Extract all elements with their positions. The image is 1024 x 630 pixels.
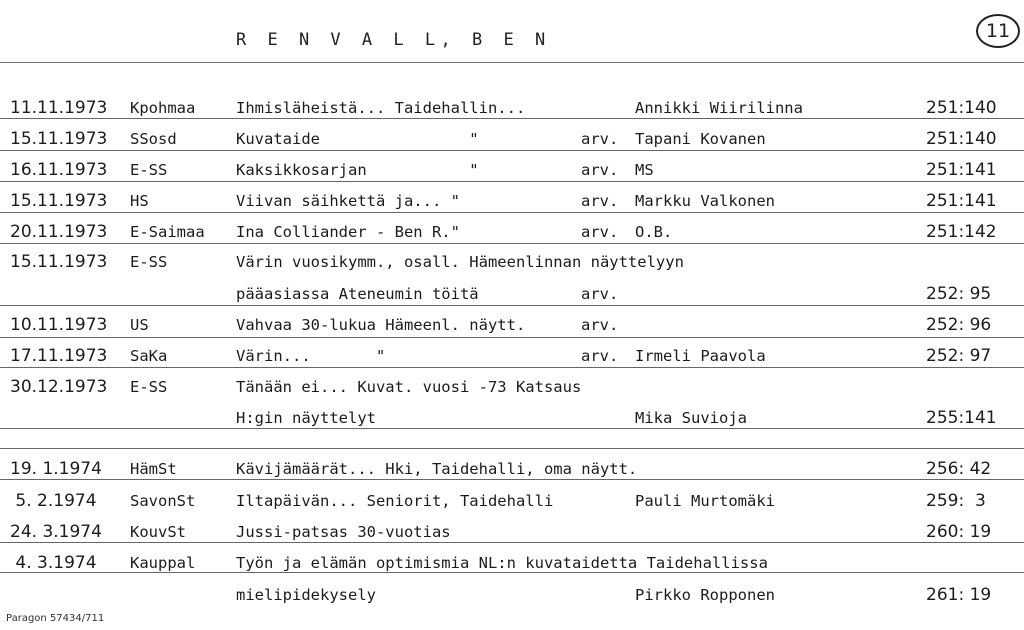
entry-reference: 255:141 xyxy=(926,408,997,428)
entry-reference: 251:141 xyxy=(926,191,997,211)
table-row xyxy=(0,155,1024,185)
entry-date: 30.12.1973 xyxy=(10,377,108,397)
entry-author: Mika Suvioja xyxy=(635,409,747,427)
entry-reference: 251:142 xyxy=(926,222,997,242)
entry-author: Pauli Murtomäki xyxy=(635,492,775,510)
entry-reference: 251:141 xyxy=(926,160,997,180)
entry-title: Kaksikkosarjan " xyxy=(236,161,479,179)
entry-reference: 252: 95 xyxy=(926,284,992,304)
entry-date: 17.11.1973 xyxy=(10,346,108,366)
entry-source: SSosd xyxy=(130,130,177,148)
entry-role: arv. xyxy=(581,285,619,303)
entry-title: Viivan säihkettä ja... " xyxy=(236,192,460,210)
table-row xyxy=(0,517,1024,547)
entry-date: 15.11.1973 xyxy=(10,129,108,149)
footer-print-code: Paragon 57434/711 xyxy=(6,613,105,624)
entry-source: KouvSt xyxy=(130,523,186,541)
table-row xyxy=(0,372,1024,402)
entry-reference: 259: 3 xyxy=(926,491,986,511)
entry-title: Tänään ei... Kuvat. vuosi -73 Katsaus xyxy=(236,378,582,396)
entry-source: Kauppal xyxy=(130,554,196,572)
table-row xyxy=(0,341,1024,371)
entry-title: Värin... " xyxy=(236,347,386,365)
table-row xyxy=(0,548,1024,578)
entry-title: pääasiassa Ateneumin töitä xyxy=(236,285,479,303)
table-row xyxy=(0,403,1024,433)
entry-reference: 251:140 xyxy=(926,129,997,149)
entry-date: 11.11.1973 xyxy=(10,98,108,118)
entry-role: arv. xyxy=(581,223,619,241)
table-row xyxy=(0,217,1024,247)
top-rule xyxy=(0,62,1024,63)
card-number-circle: 11 xyxy=(976,14,1020,48)
entry-title: Kuvataide " xyxy=(236,130,479,148)
entry-title: Ina Colliander - Ben R." xyxy=(236,223,460,241)
table-row xyxy=(0,186,1024,216)
entry-title: Ihmisläheistä... Taidehallin... xyxy=(236,99,526,117)
entry-title: Työn ja elämän optimismia NL:n kuvataidetta Taidehallissa xyxy=(236,554,768,572)
entry-date: 4. 3.1974 xyxy=(10,553,97,573)
entry-role: arv. xyxy=(581,130,619,148)
entry-role: arv. xyxy=(581,161,619,179)
entry-author: MS xyxy=(635,161,654,179)
entry-reference: 252: 97 xyxy=(926,346,992,366)
entry-title: Kävijämäärät... Hki, Taidehalli, oma näytt. xyxy=(236,460,638,478)
entry-author: Markku Valkonen xyxy=(635,192,775,210)
entry-date: 19. 1.1974 xyxy=(10,459,102,479)
entry-author: Tapani Kovanen xyxy=(635,130,766,148)
entry-source: E-Saimaa xyxy=(130,223,205,241)
entry-date: 15.11.1973 xyxy=(10,252,108,272)
entry-author: O.B. xyxy=(635,223,673,241)
entry-date: 10.11.1973 xyxy=(10,315,108,335)
entry-title: Jussi-patsas 30-vuotias xyxy=(236,523,451,541)
row-rule xyxy=(0,448,1024,449)
table-row xyxy=(0,486,1024,516)
entry-date: 5. 2.1974 xyxy=(10,491,97,511)
entry-title: Vahvaa 30-lukua Hämeenl. näytt. xyxy=(236,316,526,334)
entry-source: SaKa xyxy=(130,347,168,365)
entry-date: 20.11.1973 xyxy=(10,222,108,242)
entry-source: US xyxy=(130,316,149,334)
entry-date: 24. 3.1974 xyxy=(10,522,102,542)
table-row xyxy=(0,247,1024,277)
card-title: R E N V A L L, B E N xyxy=(236,30,551,50)
entry-date: 16.11.1973 xyxy=(10,160,108,180)
entry-reference: 256: 42 xyxy=(926,459,992,479)
entry-date: 15.11.1973 xyxy=(10,191,108,211)
entry-author: Irmeli Paavola xyxy=(635,347,766,365)
entry-role: arv. xyxy=(581,347,619,365)
entry-title: Värin vuosikymm., osall. Hämeenlinnan näyttelyyn xyxy=(236,253,684,271)
entry-source: SavonSt xyxy=(130,492,196,510)
entry-title: Iltapäivän... Seniorit, Taidehalli xyxy=(236,492,554,510)
entry-reference: 251:140 xyxy=(926,98,997,118)
table-row xyxy=(0,454,1024,484)
table-row xyxy=(0,93,1024,123)
entry-role: arv. xyxy=(581,316,619,334)
table-row xyxy=(0,580,1024,610)
entry-reference: 261: 19 xyxy=(926,585,992,605)
entry-source: HämSt xyxy=(130,460,177,478)
entry-source: E-SS xyxy=(130,378,168,396)
table-row xyxy=(0,124,1024,154)
table-row xyxy=(0,279,1024,309)
entry-reference: 252: 96 xyxy=(926,315,992,335)
entry-role: arv. xyxy=(581,192,619,210)
entry-source: E-SS xyxy=(130,253,168,271)
entry-source: E-SS xyxy=(130,161,168,179)
entry-source: Kpohmaa xyxy=(130,99,196,117)
table-row xyxy=(0,310,1024,340)
entry-source: HS xyxy=(130,192,149,210)
entry-title: mielipidekysely xyxy=(236,586,376,604)
entry-reference: 260: 19 xyxy=(926,522,992,542)
entry-author: Annikki Wiirilinna xyxy=(635,99,803,117)
entry-author: Pirkko Ropponen xyxy=(635,586,775,604)
entry-title: H:gin näyttelyt xyxy=(236,409,376,427)
